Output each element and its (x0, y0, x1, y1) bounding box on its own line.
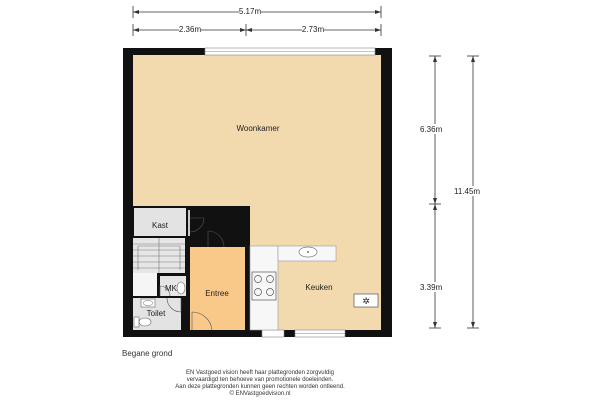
disclaimer-line: vervaardigd ten behoeve van promotionele doeleinden. (186, 377, 334, 383)
washbasin-icon (141, 299, 155, 307)
dim-total-height: 11.45m (454, 187, 481, 196)
hall-floor (133, 273, 157, 297)
entree-label: Entree (205, 289, 229, 298)
svg-text:✲: ✲ (362, 296, 370, 306)
dim-total-width: 5.17m (238, 7, 262, 16)
woonkamer-label: Woonkamer (236, 124, 280, 133)
disclaimer-line: Aan deze plattegronden kunnen geen rechten worden ontleend. (175, 384, 345, 390)
mk-label: MK (165, 284, 177, 293)
dim-left-width: 2.36m (178, 25, 202, 34)
keuken-label: Keuken (305, 283, 333, 292)
dim-upper-height: 6.36m (420, 125, 443, 134)
disclaimer (100, 370, 420, 398)
meter-cabinet-icon (354, 294, 378, 307)
dim-right-width: 2.73m (301, 25, 325, 34)
kast-label: Kast (151, 221, 169, 230)
dim-lower-height: 3.39m (420, 283, 443, 292)
toilet-label: Toilet (146, 309, 166, 318)
mk-washbasin-icon (177, 282, 185, 294)
floor-title: Begane grond (122, 349, 173, 358)
toilet-icon (134, 317, 151, 327)
disclaimer-line: © ENVastgoedvision.nl (229, 391, 291, 397)
disclaimer-line: EN Vastgoed vision heeft haar plattegronden zorgvuldig (186, 370, 334, 376)
kast-wall-gap (188, 210, 190, 236)
kitchen-counter (250, 246, 278, 330)
sink-icon (299, 247, 317, 257)
